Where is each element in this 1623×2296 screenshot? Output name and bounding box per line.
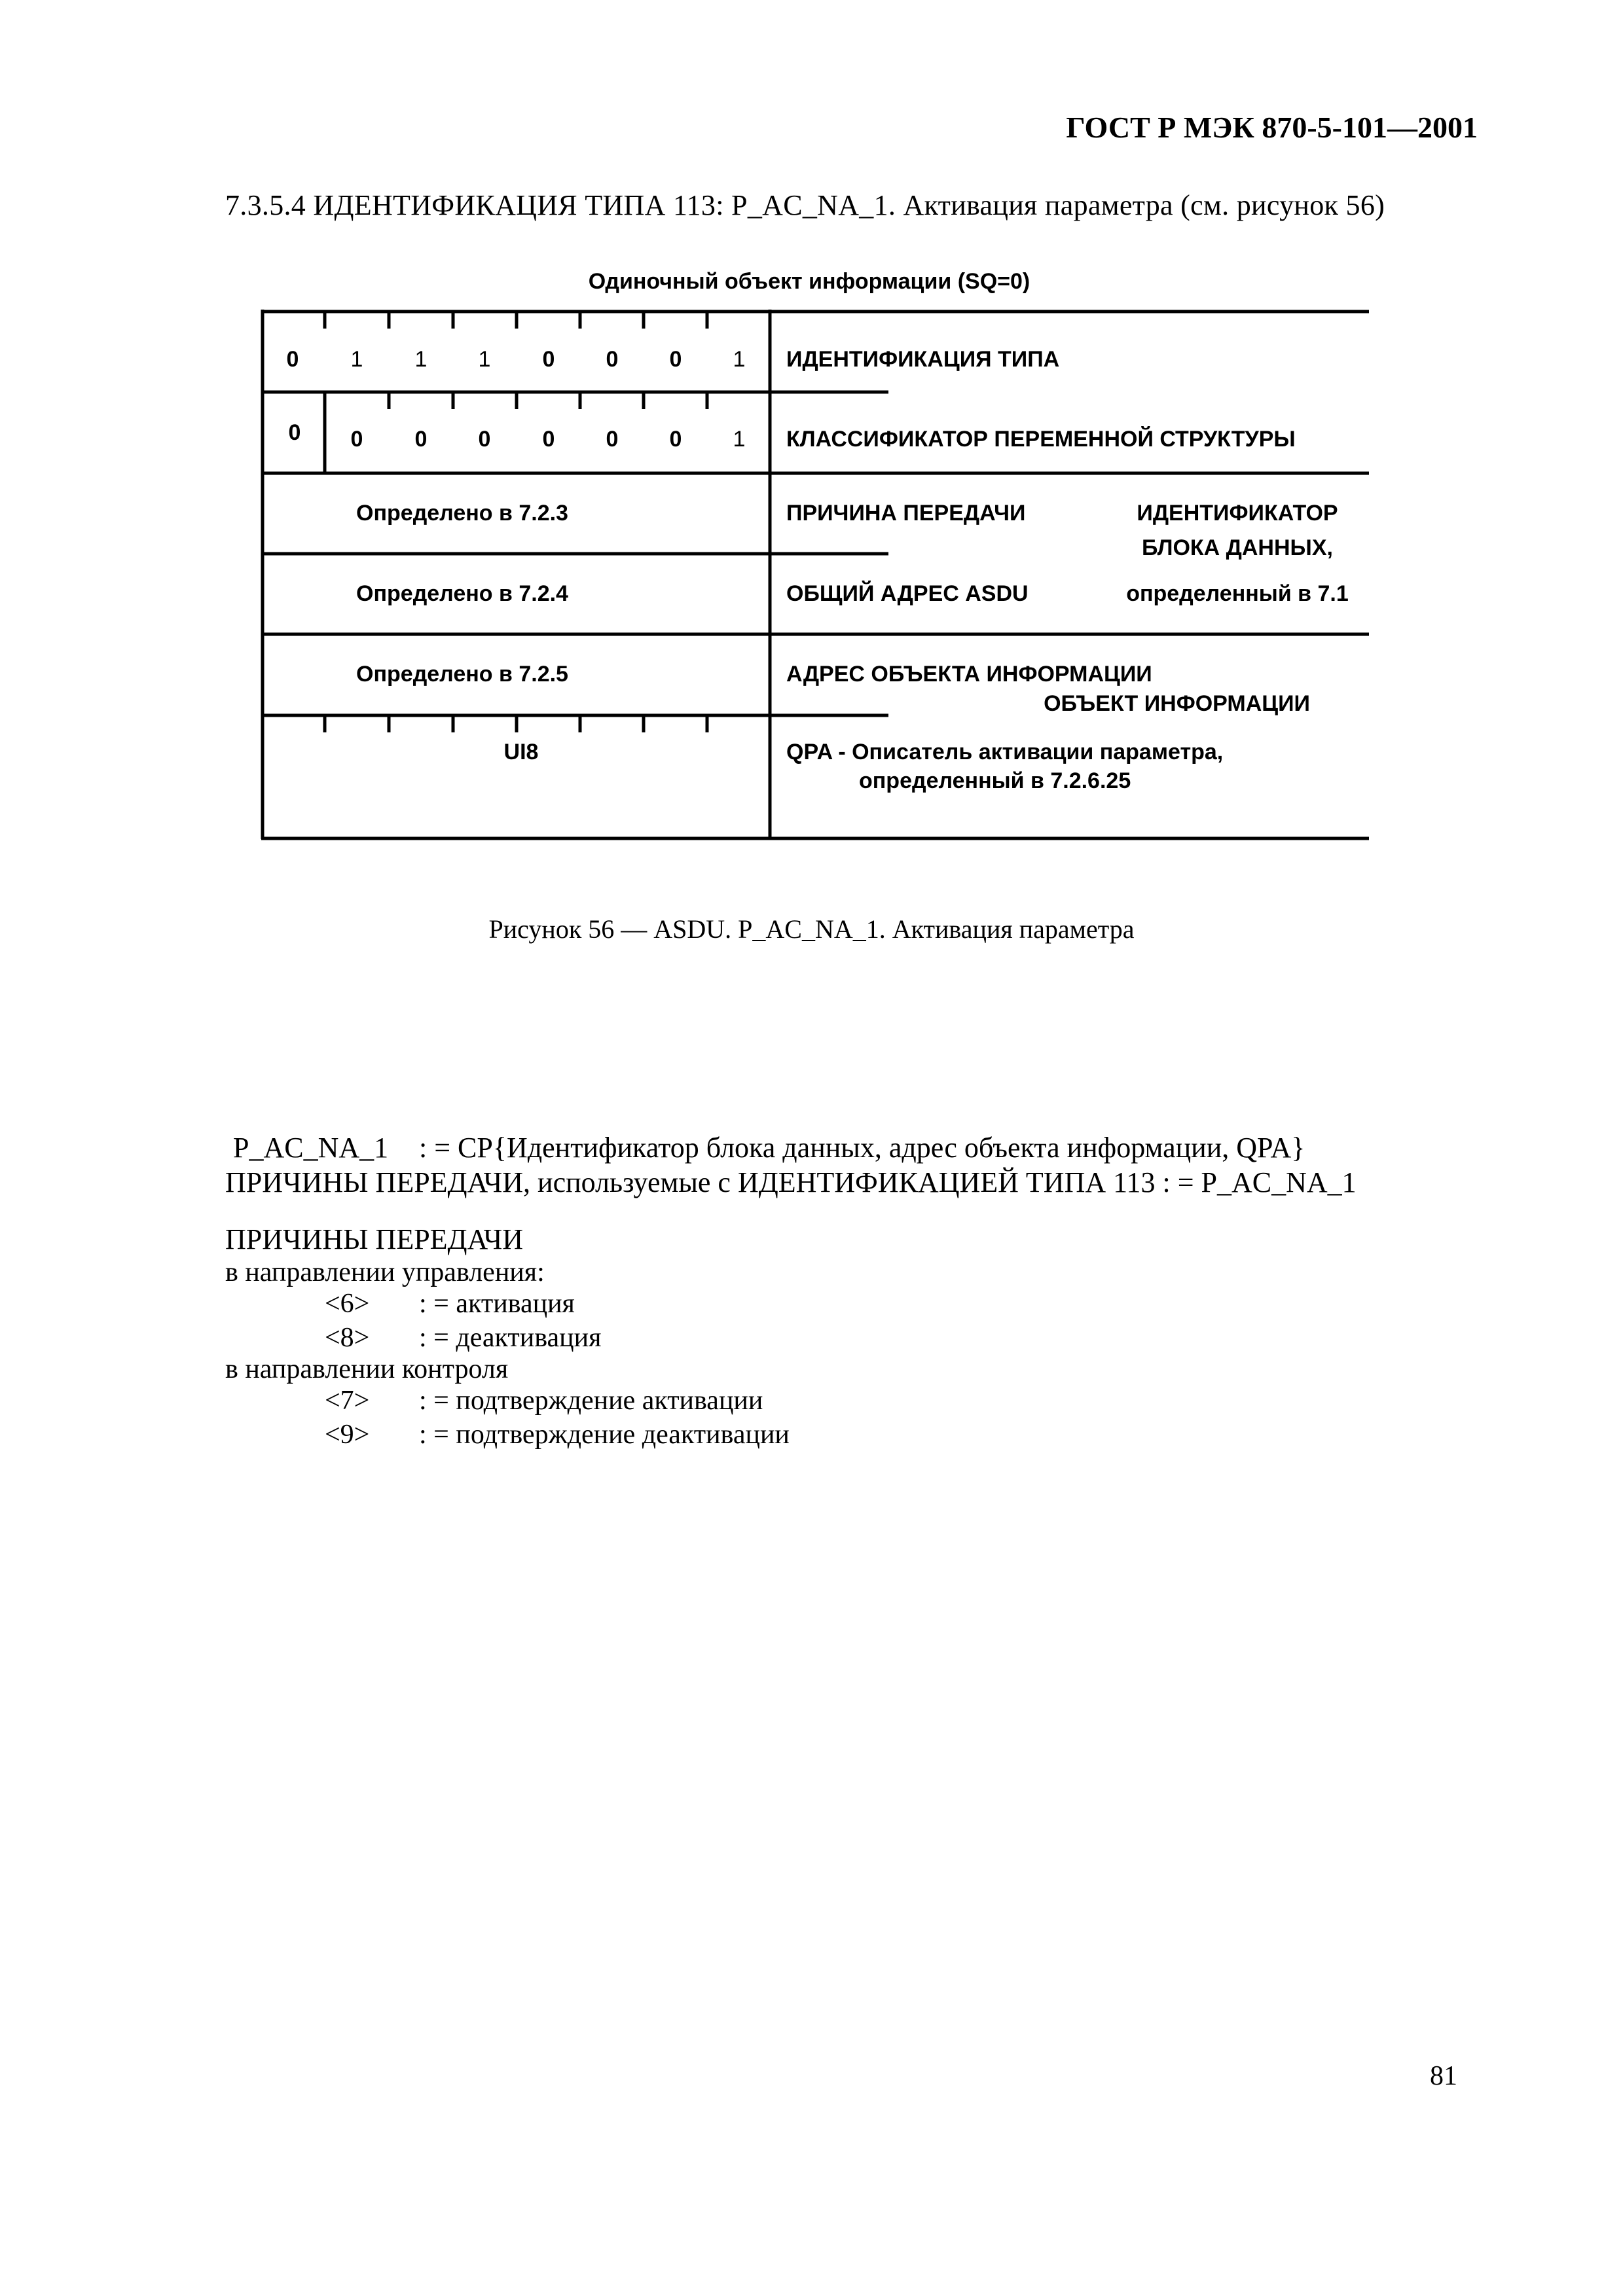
cause-text: : = деактивация	[419, 1323, 602, 1353]
cause-text: : = подтверждение деактивации	[419, 1420, 790, 1450]
bit-value: 0	[606, 427, 619, 452]
definition-body: : = CP{Идентификатор блока данных, адрес объекта информации, QPA}	[419, 1132, 1305, 1164]
cause-text: : = активация	[419, 1289, 575, 1319]
cause-code: <8>	[325, 1323, 370, 1353]
monitor-direction-heading: в направлении контроля	[225, 1354, 509, 1384]
bit-value: 0	[542, 347, 555, 372]
row2-label: КЛАССИФИКАТОР ПЕРЕМЕННОЙ СТРУКТУРЫ	[786, 427, 1296, 452]
cause-code: <6>	[325, 1289, 370, 1319]
definition-causes-line: ПРИЧИНЫ ПЕРЕДАЧИ, используемые с ИДЕНТИФИКАЦИЕЙ ТИПА 113 : = P_AC_NA_1	[225, 1166, 1357, 1198]
row4-definition: Определено в 7.2.4	[356, 581, 568, 606]
cause-text: : = подтверждение активации	[419, 1386, 763, 1416]
group1-line3: определенный в 7.1	[1126, 581, 1349, 606]
bit-value: 0	[414, 427, 428, 452]
bit-value: 1	[350, 347, 363, 372]
row6-type: UI8	[503, 740, 539, 764]
group1-line2: БЛОКА ДАННЫХ,	[1142, 535, 1333, 560]
row5-label: АДРЕС ОБЪЕКТА ИНФОРМАЦИИ	[786, 662, 1152, 687]
bit-value: 1	[414, 347, 428, 372]
row6-label-line1: QPA - Описатель активации параметра,	[786, 740, 1224, 764]
definition-name: P_AC_NA_1	[233, 1132, 389, 1164]
cause-code: <7>	[325, 1386, 370, 1416]
row1-bits	[287, 347, 746, 372]
row2-bits	[289, 420, 746, 452]
row4-label: ОБЩИЙ АДРЕС ASDU	[786, 581, 1029, 606]
bit-value: 0	[542, 427, 555, 452]
row6-label-line2: определенный в 7.2.6.25	[859, 768, 1131, 793]
page-number: 81	[1430, 2061, 1457, 2091]
bit-value: 0	[669, 427, 682, 452]
bit-value: 0	[350, 427, 363, 452]
bit-value: 0	[288, 420, 301, 445]
bit-value: 0	[669, 347, 682, 372]
group2-label: ОБЪЕКТ ИНФОРМАЦИИ	[1044, 691, 1310, 716]
group1-line1: ИДЕНТИФИКАТОР	[1137, 501, 1338, 526]
control-direction-heading: в направлении управления:	[225, 1257, 545, 1287]
bit-value: 0	[606, 347, 619, 372]
bit-value: 0	[286, 347, 299, 372]
row1-label: ИДЕНТИФИКАЦИЯ ТИПА	[786, 347, 1060, 372]
document-header: ГОСТ Р МЭК 870-5-101—2001	[1066, 111, 1478, 144]
section-heading: 7.3.5.4 ИДЕНТИФИКАЦИЯ ТИПА 113: P_AC_NA_1. Активация параметра (см. рисунок 56)	[225, 189, 1385, 221]
bit-value: 1	[478, 347, 491, 372]
causes-title: ПРИЧИНЫ ПЕРЕДАЧИ	[225, 1223, 524, 1255]
diagram-title: Одиночный объект информации (SQ=0)	[588, 269, 1030, 294]
cause-code: <9>	[325, 1420, 370, 1450]
row5-definition: Определено в 7.2.5	[356, 662, 568, 687]
bit-value: 1	[733, 347, 746, 372]
row3-label: ПРИЧИНА ПЕРЕДАЧИ	[786, 501, 1026, 526]
row3-definition: Определено в 7.2.3	[356, 501, 568, 526]
asdu-diagram	[0, 0, 1623, 877]
figure-caption: Рисунок 56 — ASDU. P_AC_NA_1. Активация параметра	[488, 914, 1135, 944]
bit-value: 0	[478, 427, 491, 452]
bit-value: 1	[733, 427, 746, 452]
